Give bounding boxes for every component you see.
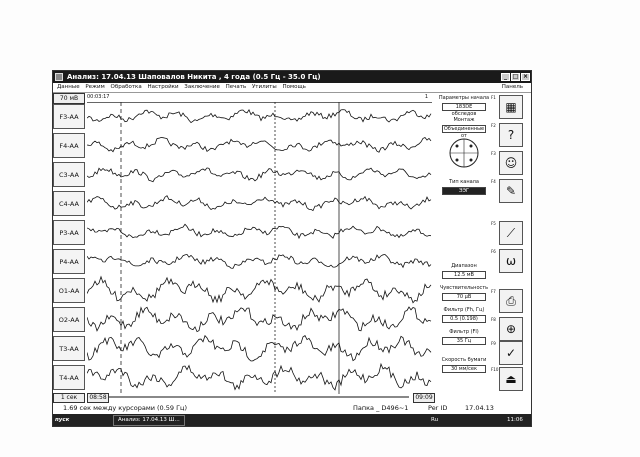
menu-help[interactable]: Помощь xyxy=(282,84,306,90)
f-key-label: F7 xyxy=(491,289,496,294)
params-label: Параметры начала xyxy=(438,95,490,101)
time-end: 1 xyxy=(424,94,428,100)
app-icon xyxy=(55,73,63,81)
channel-type-field[interactable]: ЭЭГ xyxy=(442,187,486,195)
function-key-rail xyxy=(493,93,531,393)
channel-label[interactable]: O2-AA xyxy=(53,307,85,332)
panel-menu[interactable]: Панель xyxy=(501,84,523,90)
f-key-label: F9 xyxy=(491,341,496,346)
time-start: 00:03:17 xyxy=(87,94,110,100)
ramp-icon[interactable]: ⟋ xyxy=(499,221,523,245)
menu-utilities[interactable]: Утилиты xyxy=(251,84,277,90)
channel-label[interactable]: F3-AA xyxy=(53,104,85,129)
filter-low-field[interactable]: 0.5 (0.198) xyxy=(442,315,486,323)
omega-icon[interactable]: ω xyxy=(499,249,523,273)
channel-label[interactable]: P4-AA xyxy=(53,249,85,274)
channel-label[interactable]: C4-AA xyxy=(53,191,85,216)
eeg-trace xyxy=(87,224,431,238)
right-time-field[interactable]: 09:09 xyxy=(413,393,435,403)
eeg-trace xyxy=(87,336,431,361)
minimize-button[interactable]: _ xyxy=(501,73,510,81)
pen-icon[interactable]: ✎ xyxy=(499,179,523,203)
sensitivity-select[interactable]: 70 µВ xyxy=(442,293,486,301)
channel-labels xyxy=(53,93,85,393)
sensitivity-label: Чувствительность xyxy=(439,285,489,291)
menu-settings[interactable]: Настройки xyxy=(147,84,179,90)
left-time-field[interactable]: 08:58 xyxy=(87,393,109,403)
close-button[interactable]: × xyxy=(522,73,529,80)
f-key-label: F3 xyxy=(491,151,496,156)
eeg-trace xyxy=(87,307,431,332)
eeg-waveforms xyxy=(87,102,432,394)
paper-speed-select[interactable]: 30 мм/сек xyxy=(442,365,486,373)
menu-conclusion[interactable]: Заключение xyxy=(184,84,220,90)
eeg-trace xyxy=(87,110,431,123)
check-icon[interactable]: ✓ xyxy=(499,341,523,365)
filter-high-field[interactable]: 35 Гц xyxy=(442,337,486,345)
channel-label[interactable]: C3-AA xyxy=(53,162,85,187)
taskbar-clock: 11:06 xyxy=(507,417,523,423)
title-bar xyxy=(53,71,531,83)
channel-label[interactable]: T4-AA xyxy=(53,365,85,390)
f-key-label: F5 xyxy=(491,221,496,226)
eeg-trace xyxy=(87,196,431,211)
menu-data[interactable]: Данные xyxy=(57,84,80,90)
f-key-label: F6 xyxy=(491,249,496,254)
montage-select[interactable]: Объединенные от xyxy=(443,126,485,139)
gain-display[interactable]: 70 мВ xyxy=(53,93,85,104)
start-button[interactable]: пуск xyxy=(55,417,70,423)
range-field[interactable]: 12.5 мВ xyxy=(442,271,486,279)
face-icon[interactable]: ☺ xyxy=(499,151,523,175)
f-key-label: F8 xyxy=(491,317,496,322)
menu-mode[interactable]: Режим xyxy=(85,84,105,90)
filter-high-label: Фильтр (Fl) xyxy=(449,329,479,335)
folder-info: Папка _ D496~1 xyxy=(353,404,409,412)
f-key-label: F4 xyxy=(491,179,496,184)
navigation-row xyxy=(53,393,531,402)
taskbar-task[interactable]: Анализ: 17.04.13 Ш... xyxy=(113,415,185,426)
period-button[interactable]: 1 сек xyxy=(53,393,85,403)
status-date: 17.04.13 xyxy=(465,404,494,412)
monitor-icon[interactable]: ▦ xyxy=(499,95,523,119)
status-bar xyxy=(53,403,531,413)
f-key-label: F10 xyxy=(491,367,499,372)
window-title: Анализ: 17.04.13 Шаповалов Никита , 4 года (0.5 Гц - 35.0 Гц) xyxy=(67,73,321,81)
filter-low-label: Фильтр (Fh, Гц) xyxy=(443,307,485,313)
channel-type-label: Тип канала xyxy=(449,179,479,185)
exit-icon[interactable]: ⏏ xyxy=(499,367,523,391)
channel-label[interactable]: O1-AA xyxy=(53,278,85,303)
channel-label[interactable]: F4-AA xyxy=(53,133,85,158)
head-diagram-icon[interactable] xyxy=(448,137,480,169)
taskbar xyxy=(53,414,531,426)
cursor-info: 1.69 сек между курсорами (0.59 Гц) xyxy=(63,404,188,412)
maximize-button[interactable]: □ xyxy=(512,73,519,80)
range-label: Диапазон xyxy=(451,263,477,269)
channel-label[interactable]: P3-AA xyxy=(53,220,85,245)
eeg-trace xyxy=(87,138,431,153)
eeg-trace xyxy=(87,277,431,303)
menu-bar xyxy=(53,83,531,93)
paper-speed-label: Скорость бумаги xyxy=(441,357,487,363)
eeg-trace xyxy=(87,168,431,182)
f-key-label: F1 xyxy=(491,95,496,100)
eeg-trace xyxy=(87,254,431,268)
eeg-trace-area[interactable] xyxy=(87,102,432,394)
time-scrollbar[interactable] xyxy=(109,396,409,398)
printer-icon[interactable]: ⎙ xyxy=(499,289,523,313)
channel-label[interactable]: T3-AA xyxy=(53,336,85,361)
eeg-trace xyxy=(87,364,431,390)
help-icon[interactable]: ? xyxy=(499,123,523,147)
menu-print[interactable]: Печать xyxy=(225,84,247,90)
per-id-label: Per ID xyxy=(428,404,448,412)
eeg-analysis-window xyxy=(52,70,532,427)
montage-label: Монтаж xyxy=(453,117,475,123)
f-key-label: F2 xyxy=(491,123,496,128)
settings-panel xyxy=(438,93,490,393)
language-indicator[interactable]: Ru xyxy=(431,417,439,423)
menu-processing[interactable]: Обработка xyxy=(110,84,142,90)
target-icon[interactable]: ⊕ xyxy=(499,317,523,341)
params-field[interactable]: 183DE обследов xyxy=(442,103,486,111)
